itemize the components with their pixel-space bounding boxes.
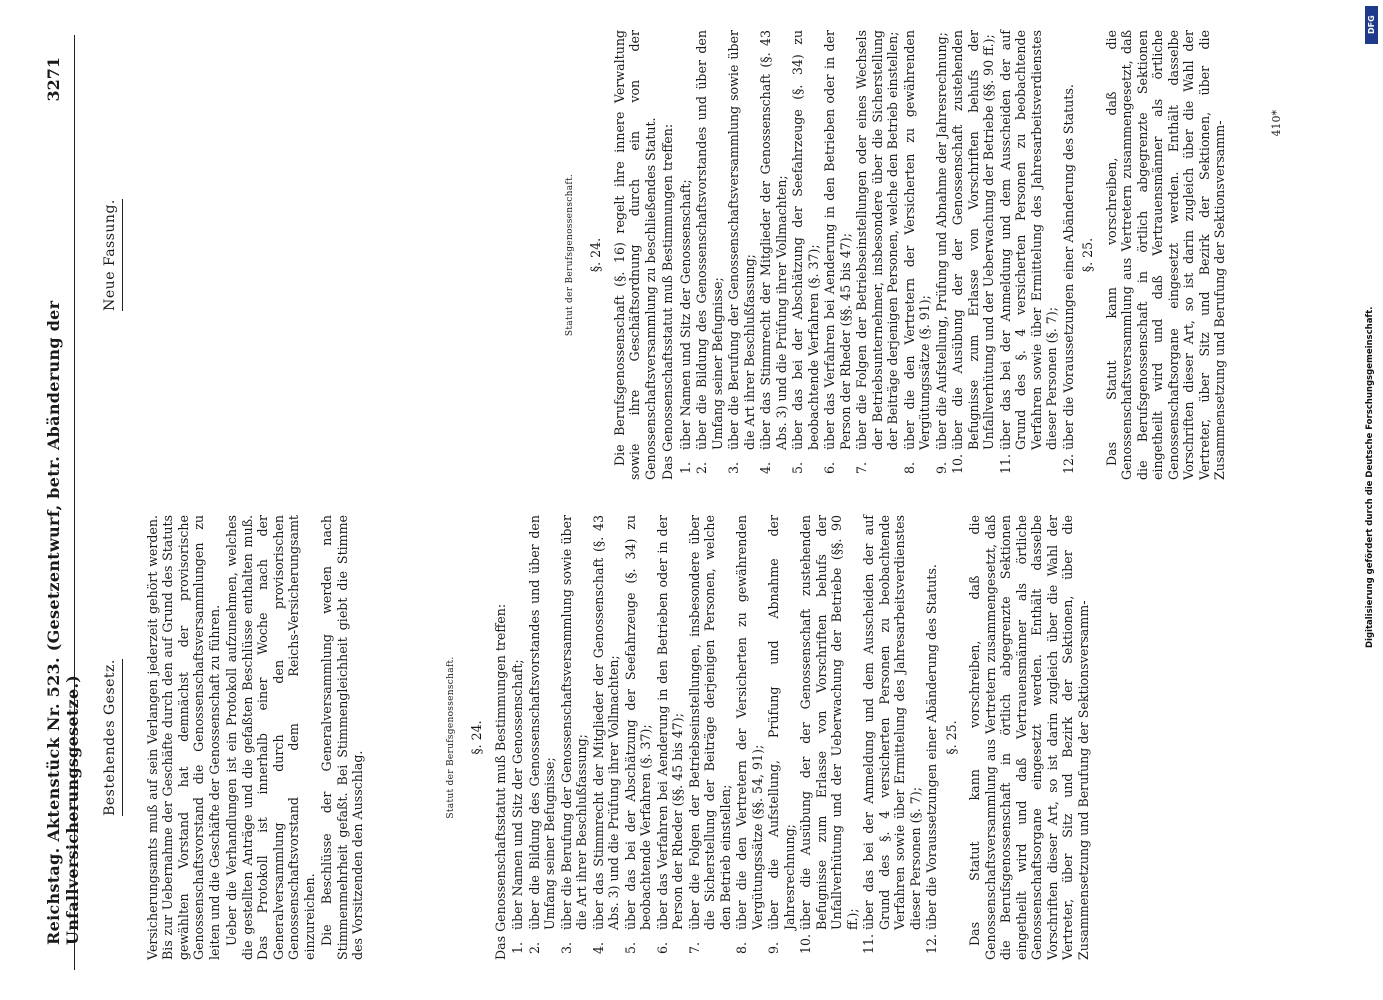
section-heading: Statut der Berufsgenossenschaft.: [445, 656, 456, 819]
paragraph: Versicherungsamts muß auf sein Verlangen jederzeit gehört werden. Bis zur Uebernahme der Geschäfte durch den auf Grund des Statuts gewählten Vorstand hat demnächst der provisorische Genossenschaftsvorstand die Genossenschaftsversammlungen zu leiten und die Geschäfte der Genossenschaft zu führen.: [144, 515, 222, 960]
sheet-number: 410*: [1270, 110, 1283, 137]
list-item: 12. über die Voraussetzungen einer Abänderung des Statuts.: [1060, 84, 1076, 474]
list-item: 8. über die den Vertretern der Versicherten zu gewährenden Vergütungssätze (§§. 54, 91);: [734, 515, 765, 954]
paragraph: Das Statut kann vorschreiben, daß die Genossenschaftsversammlung aus Vertretern zusammengesetzt, daß die Berufsgenossenschaft in örtlich abgegrenzte Sektionen eingetheilt wird und daß Vertrauensmänner als örtliche Genossenschaftsorgane eingesetzt werden. Enthält dasselbe Vorschriften dieser Art, so ist darin zugleich über die Wahl der Vertreter, über Sitz und Bezirk der Sektionen, über die Zusammensetzung und Berufung der Sektionsversamm-: [1103, 30, 1227, 480]
paragraph: Die Berufsgenossenschaft (§. 16) regelt ihre innere Verwaltung sowie ihre Geschäftsordnung durch ein von der Genossenschaftsversammlung zu beschließendes Statut.: [611, 30, 658, 480]
list-item: 1. über Namen und Sitz der Genossenschaft;: [510, 659, 525, 954]
list-item: 9. über die Aufstellung, Prüfung und Abnahme der Jahresrechnung;: [766, 515, 797, 954]
list-item: 12. über die Voraussetzungen einer Abänderung des Statuts.: [924, 564, 939, 954]
paragraph: Das Genossenschaftsstatut muß Bestimmungen treffen:: [660, 123, 675, 480]
list-item: 5. über das bei der Abschätzung der Seefahrzeuge (§. 34) zu beobachtende Verfahren (§. 37);: [790, 30, 821, 474]
list-item: 6. über das Verfahren bei Aenderung in den Betrieben oder in der Person der Rheder (§§. 45 bis 47);: [654, 515, 685, 954]
list-item: 10. über die Ausübung der der Genossenschaft zustehenden Befugnisse zum Erlasse von Vorschriften behufs der Unfallverhütung und der Ueberwachung der Betriebe (§§. 90 ff.);: [798, 515, 860, 954]
list-item: 5. über das bei der Abschätzung der Seefahrzeuge (§. 34) zu beobachtende Verfahren (§. 37);: [622, 515, 653, 954]
list-item: 3. über die Berufung der Genossenschaftsversammlung sowie über die Art ihrer Beschlußfassung;: [558, 515, 589, 954]
dfg-logo: DFG: [1365, 6, 1378, 44]
list-item: 7. über die Folgen der Betriebseinstellungen, insbesondere über die Sicherstellung der Beiträge derjenigen Personen, welche den Betrieb einstellen;: [686, 515, 733, 954]
column-new-version: [95, 30, 1230, 480]
paragraph-number: §. 25.: [943, 720, 959, 755]
paragraph: Das Statut kann vorschreiben, daß die Genossenschaftsversammlung aus Vertretern zusammengesetzt, daß die Berufsgenossenschaft in örtlich abgegrenzte Sektionen eingetheilt wird und daß Vertrauensmänner als örtliche Genossenschaftsorgane eingesetzt werden. Enthält dasselbe Vorschriften dieser Art, so ist darin zugleich über die Wahl der Vertreter, über Sitz und Bezirk der Sektionen, über die Zusammensetzung und Berufung der Sektionsversamm-: [967, 515, 1091, 960]
list-item: 10. über die Ausübung der der Genossenschaft zustehenden Befugnisse zum Erlasse von Vorschriften behufs der Unfallverhütung und der Ueberwachung der Betriebe (§§. 90 ff.);: [950, 30, 996, 474]
list-item: 8. über die den Vertretern der Versicherten zu gewährenden Vergütungssätze (§. 91);: [901, 30, 932, 474]
paragraph-number: §. 25.: [1080, 237, 1095, 273]
paragraph: Das Genossenschaftsstatut muß Bestimmungen treffen:: [492, 603, 508, 960]
header-title: Reichstag. Aktenstück Nr. 523. (Gesetzentwurf, betr. Abänderung der Unfallversicherungsgesetze.): [44, 300, 82, 945]
section-heading: Statut der Berufsgenossenschaft.: [564, 173, 575, 337]
page-number: 3271: [44, 57, 63, 102]
page-header: [40, 35, 82, 970]
list-item: 2. über die Bildung des Genossenschaftsvorstandes und über den Umfang seiner Befugnisse;: [694, 30, 725, 474]
list-item: 4. über das Stimmrecht der Mitglieder der Genossenschaft (§. 43 Abs. 3) und die Prüfung ihrer Vollmachten;: [758, 30, 789, 474]
paragraph-number: §. 24.: [469, 720, 484, 755]
column-title: Bestehendes Gesetz.: [103, 515, 123, 960]
list-item: 11. über das bei der Anmeldung und dem Ausscheiden der auf Grund des §. 4 versicherten Personen zu beobachtende Verfahren sowie über Ermittelung des Jahresarbeitsverdienstes dieser Personen (§. 7);: [997, 30, 1059, 474]
list-item: 7. über die Folgen der Betriebseinstellungen oder eines Wechsels der Betriebsunternehmer, insbesondere über die Sicherstellung der Beiträge derjenigen Personen, welche den Betrieb einstellen;: [854, 30, 900, 474]
list-item: 3. über die Berufung der Genossenschaftsversammlung sowie über die Art ihrer Beschlußfassung;: [726, 30, 757, 474]
column-title: Neue Fassung.: [103, 30, 123, 480]
list-item: 4. über das Stimmrecht der Mitglieder der Genossenschaft (§. 43 Abs. 3) und die Prüfung ihrer Vollmachten;: [590, 515, 621, 954]
column-existing-law: [95, 515, 1093, 960]
list-item: 6. über das Verfahren bei Aenderung in den Betrieben oder in der Person der Rheder (§§. 45 bis 47);: [822, 30, 853, 474]
paragraph: Die Beschlüsse der Generalversammlung werden nach Stimmenmehrheit gefaßt. Bei Stimmengleichheit giebt die Stimme des Vorsitzenden den Ausschlag.: [319, 515, 365, 960]
funding-notice: Digitalisierung gefördert durch die Deutsche Forschungsgemeinschaft.: [1365, 306, 1375, 648]
paragraph-number: §. 24.: [588, 237, 603, 273]
list-item: 2. über die Bildung des Genossenschaftsvorstandes und über den Umfang seiner Befugnisse;: [526, 515, 557, 954]
list-item: 1. über Namen und Sitz der Genossenschaft;: [677, 179, 693, 474]
list-item: 11. über das bei der Anmeldung und dem Ausscheiden der auf Grund des §. 4 versicherten Personen zu beobachtende Verfahren sowie über Ermittelung des Jahresarbeitsverdienstes dieser Personen (§. 7);: [861, 515, 923, 954]
paragraph: Ueber die Verhandlungen ist ein Protokoll aufzunehmen, welches die gestellten Anträge und die gefaßten Beschlüsse enthalten muß. Das Protokoll ist innerhalb einer Woche nach der Generalversammlung durch den provisorischen Genossenschaftsvorstand dem Reichs-Versicherungsamt einzureichen.: [224, 515, 317, 960]
list-item: 9. über die Aufstellung, Prüfung und Abnahme der Jahresrechnung;: [933, 32, 949, 474]
provision-list: [678, 30, 1077, 480]
provision-list: [510, 515, 940, 960]
